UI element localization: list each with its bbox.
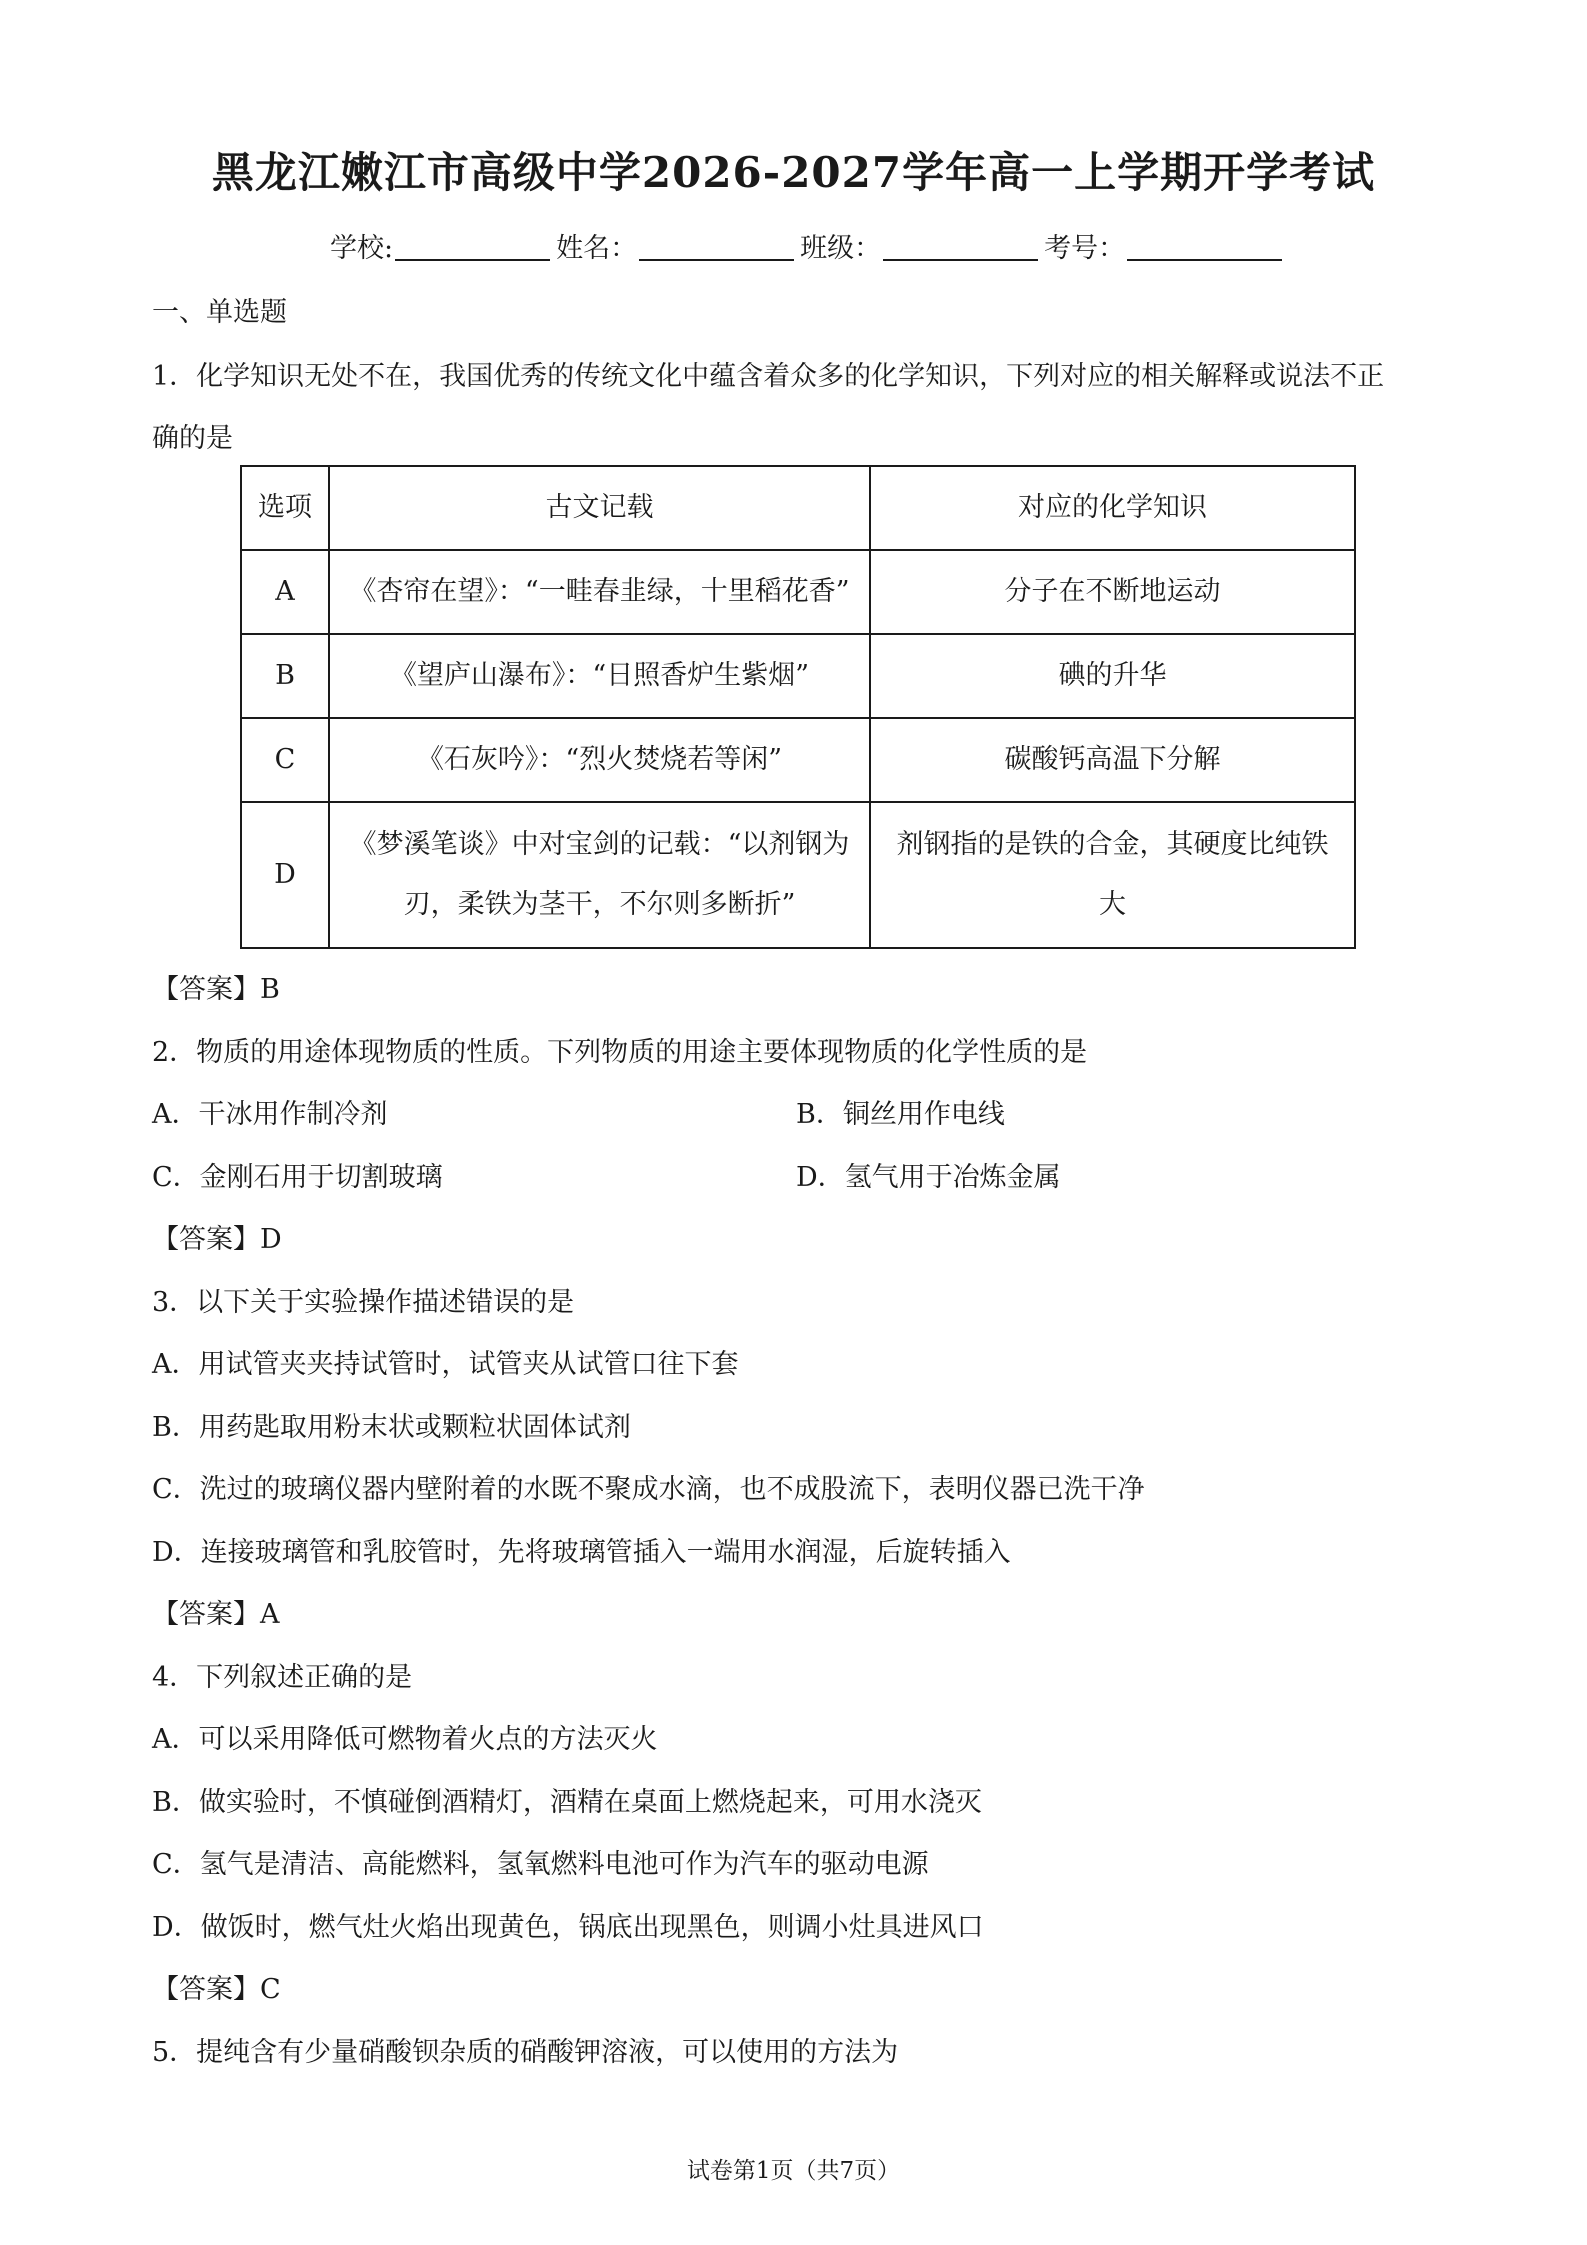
student-info-line: [330, 226, 1288, 265]
row-text: 《杏帘在望》：“一畦春韭绿，十里稻花香”: [329, 550, 870, 634]
q3-option-c: C．洗过的玻璃仪器内壁附着的水既不聚成水滴，也不成股流下，表明仪器已洗干净: [152, 1474, 1145, 1505]
row-knowledge-line1: 剂钢指的是铁的合金，其硬度比纯铁: [896, 829, 1329, 860]
q3-option-d: D．连接玻璃管和乳胶管时，先将玻璃管插入一端用水润湿，后旋转插入: [152, 1537, 1011, 1568]
exam-no-label: 考号：: [1044, 233, 1126, 264]
page-footer: 试卷第1页（共7页）: [686, 2158, 901, 2184]
row-knowledge-line2: 大: [1099, 889, 1126, 920]
q3-answer: 【答案】A: [152, 1599, 280, 1630]
q4-answer: 【答案】C: [152, 1974, 281, 2005]
q2-answer: 【答案】D: [152, 1224, 282, 1255]
q4-option-c: C．氢气是清洁、高能燃料，氢氧燃料电池可作为汽车的驱动电源: [152, 1849, 929, 1880]
q4-stem: 4．下列叙述正确的是: [152, 1662, 413, 1693]
row-text: [329, 802, 870, 948]
class-blank: [883, 233, 1038, 261]
table-row: [241, 634, 1355, 718]
q1-stem-line1: 1．化学知识无处不在，我国优秀的传统文化中蕴含着众多的化学知识，下列对应的相关解释或说法不正: [152, 361, 1385, 392]
row-option: C: [241, 718, 329, 802]
row-knowledge: 分子在不断地运动: [870, 550, 1355, 634]
exam-no-blank: [1127, 233, 1282, 261]
row-option: B: [241, 634, 329, 718]
row-knowledge: [870, 802, 1355, 948]
school-blank: [395, 233, 550, 261]
row-text-line1: 《梦溪笔谈》中对宝剑的记载：“以剂钢为: [349, 829, 850, 860]
q1-table: [240, 465, 1356, 949]
q4-option-a: A．可以采用降低可燃物着火点的方法灭火: [152, 1724, 658, 1755]
table-row: [241, 802, 1355, 948]
table-header-option: 选项: [241, 466, 329, 550]
name-label: 姓名：: [556, 233, 638, 264]
name-blank: [639, 233, 794, 261]
q1-answer: 【答案】B: [152, 974, 280, 1005]
q2-option-c: C．金刚石用于切割玻璃: [152, 1162, 443, 1193]
q3-option-a: A．用试管夹夹持试管时，试管夹从试管口往下套: [152, 1349, 739, 1380]
table-header-knowledge: 对应的化学知识: [870, 466, 1355, 550]
q2-option-d: D．氢气用于冶炼金属: [796, 1162, 1061, 1193]
row-option: A: [241, 550, 329, 634]
q4-option-d: D．做饭时，燃气灶火焰出现黄色，锅底出现黑色，则调小灶具进风口: [152, 1912, 984, 1943]
row-option: D: [241, 802, 329, 948]
row-knowledge: 碳酸钙高温下分解: [870, 718, 1355, 802]
table-header-text: 古文记载: [329, 466, 870, 550]
table-row: [241, 550, 1355, 634]
section-title: 一、单选题: [152, 297, 287, 328]
q3-stem: 3．以下关于实验操作描述错误的是: [152, 1287, 575, 1318]
row-knowledge: 碘的升华: [870, 634, 1355, 718]
q1-stem-line2: 确的是: [152, 423, 233, 454]
q2-stem: 2．物质的用途体现物质的性质。下列物质的用途主要体现物质的化学性质的是: [152, 1037, 1088, 1068]
school-label: 学校:: [330, 233, 394, 264]
row-text: 《望庐山瀑布》：“日照香炉生紫烟”: [329, 634, 870, 718]
q2-option-b: B．铜丝用作电线: [796, 1099, 1005, 1130]
q2-option-a: A．干冰用作制冷剂: [152, 1099, 388, 1130]
q3-option-b: B．用药匙取用粉末状或颗粒状固体试剂: [152, 1412, 631, 1443]
page-title: 黑龙江嫩江市高级中学2026-2027学年高一上学期开学考试: [211, 148, 1376, 197]
q5-stem: 5．提纯含有少量硝酸钡杂质的硝酸钾溶液，可以使用的方法为: [152, 2037, 899, 2068]
class-label: 班级：: [800, 233, 882, 264]
q4-option-b: B．做实验时，不慎碰倒酒精灯，酒精在桌面上燃烧起来，可用水浇灭: [152, 1787, 982, 1818]
row-text: 《石灰吟》：“烈火焚烧若等闲”: [329, 718, 870, 802]
table-header-row: [241, 466, 1355, 550]
row-text-line2: 刃，柔铁为茎干，不尔则多断折”: [403, 889, 796, 920]
table-row: [241, 718, 1355, 802]
